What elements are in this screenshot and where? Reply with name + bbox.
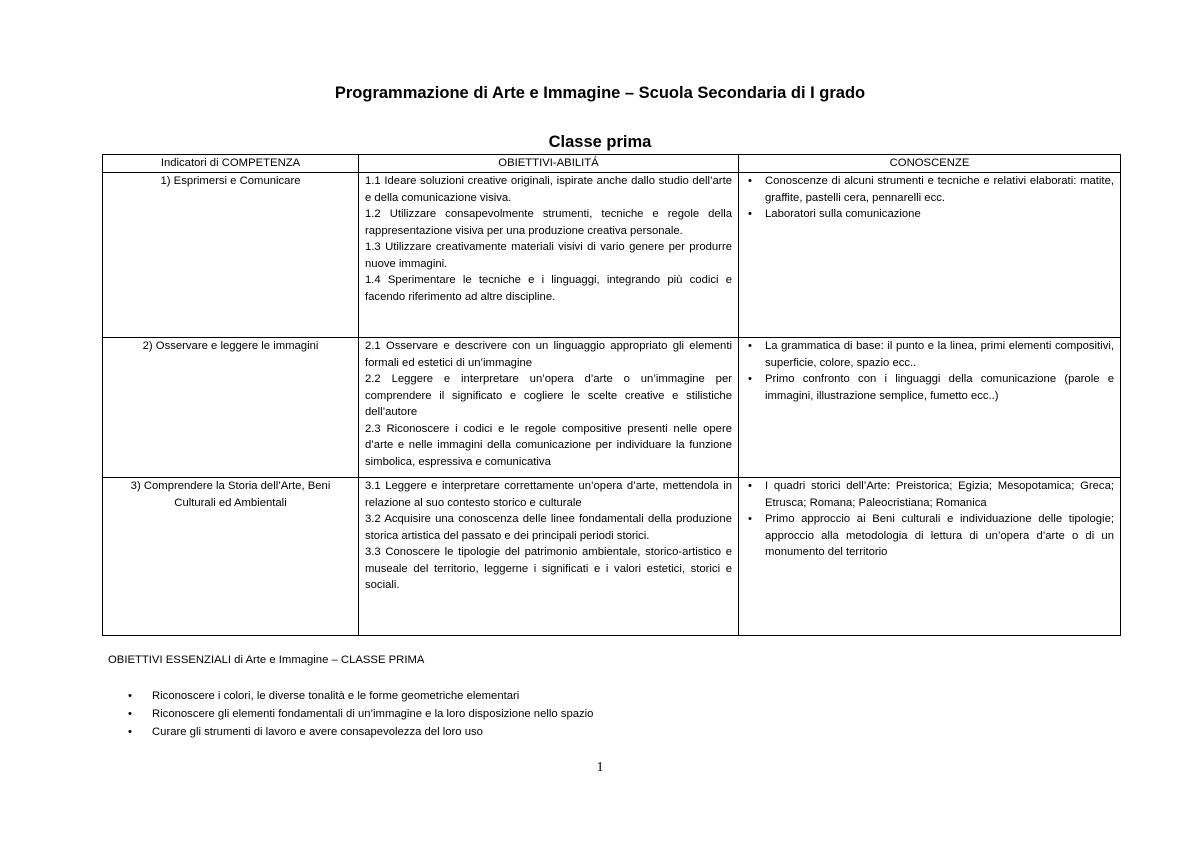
abilita-item: 2.2 Leggere e interpretare un’opera d’arte o un’immagine per comprendere il significato e cogliere le scelte creative e stilistiche dell’autore	[365, 373, 732, 418]
abilita-item: 1.2 Utilizzare consapevolmente strumenti, tecniche e regole della rappresentazione visiva per una produzione creativa personale.	[365, 208, 732, 237]
abilita-cell	[359, 338, 739, 478]
page-number: 1	[596, 760, 604, 775]
table-row	[103, 173, 1121, 338]
abilita-item: 1.1 Ideare soluzioni creative originali, ispirate anche dallo studio dell’arte e della comunicazione visiva.	[365, 175, 732, 204]
list-item	[108, 687, 593, 705]
competenza-cell: 2) Osservare e leggere le immagini	[103, 338, 359, 478]
competenza-cell: 3) Comprendere la Storia dell’Arte, Beni Culturali ed Ambientali	[103, 478, 359, 636]
abilita-item: 3.2 Acquisire una conoscenza delle linee fondamentali della produzione storica artistica del passato e dei principali periodi storici.	[365, 513, 732, 542]
bullet-icon: •	[128, 690, 132, 702]
class-heading: Classe prima	[548, 133, 652, 151]
abilita-item: 3.3 Conoscere le tipologie del patrimonio ambientale, storico-artistico e museale del territorio, leggerne i significati e i valori estetici, storici e sociali.	[365, 546, 732, 591]
conoscenze-item: • Primo confronto con i linguaggi della comunicazione (parole e immagini, illustrazione semplice, fumetto ecc..)	[765, 371, 1114, 404]
conoscenze-item: • Laboratori sulla comunicazione	[765, 206, 1114, 223]
header-abilita: OBIETTIVI-ABILITÁ	[359, 155, 739, 173]
table-header-row	[103, 155, 1121, 173]
abilita-item: 3.1 Leggere e interpretare correttamente un’opera d’arte, mettendola in relazione al suo contesto storico e culturale	[365, 480, 732, 509]
conoscenze-item: • La grammatica di base: il punto e la linea, primi elementi compositivi, superficie, colore, spazio ecc..	[765, 338, 1114, 371]
conoscenze-item: • Primo approccio ai Beni culturali e individuazione delle tipologie; approccio alla metodologia di lettura di un’opera d’arte o di un monumento del territorio	[765, 511, 1114, 561]
essential-objectives-title: OBIETTIVI ESSENZIALI di Arte e Immagine – CLASSE PRIMA	[108, 654, 425, 666]
table-row	[103, 478, 1121, 636]
bullet-icon: •	[128, 726, 132, 738]
bullet-icon: •	[128, 708, 132, 720]
abilita-item: 2.3 Riconoscere i codici e le regole compositive presenti nelle opere d’arte e nelle immagini della comunicazione per individuare la funzione simbolica, espressiva e comunicativa	[365, 422, 732, 468]
essential-item-text: Curare gli strumenti di lavoro e avere consapevolezza del loro uso	[152, 726, 483, 738]
conoscenze-item: • I quadri storici dell’Arte: Preistorica; Egizia; Mesopotamica; Greca; Etrusca; Romana; Paleocristiana; Romanica	[765, 478, 1114, 511]
abilita-cell	[359, 478, 739, 636]
programming-table	[102, 154, 1121, 636]
page-title: Programmazione di Arte e Immagine – Scuola Secondaria di I grado	[334, 84, 866, 102]
conoscenze-list	[745, 338, 1114, 404]
conoscenze-cell	[739, 478, 1121, 636]
list-item	[108, 705, 593, 723]
essential-item-text: Riconoscere gli elementi fondamentali di un’immagine e la loro disposizione nello spazio	[152, 708, 594, 720]
header-conoscenze: CONOSCENZE	[739, 155, 1121, 173]
abilita-item: 2.1 Osservare e descrivere con un linguaggio appropriato gli elementi formali ed estetici di un’immagine	[365, 340, 732, 369]
conoscenze-list	[745, 173, 1114, 223]
conoscenze-item: • Conoscenze di alcuni strumenti e tecniche e relativi elaborati: matite, graffite, pastelli cera, pennarelli ecc.	[765, 173, 1114, 206]
abilita-item: 1.3 Utilizzare creativamente materiali visivi di vario genere per produrre nuove immagini.	[365, 241, 732, 270]
list-item	[108, 723, 593, 741]
conoscenze-cell	[739, 173, 1121, 338]
essential-item-text: Riconoscere i colori, le diverse tonalità e le forme geometriche elementari	[152, 690, 520, 702]
table-row	[103, 338, 1121, 478]
abilita-item: 1.4 Sperimentare le tecniche e i linguaggi, integrando più codici e facendo riferimento ad altre discipline.	[365, 274, 732, 303]
competenza-cell: 1) Esprimersi e Comunicare	[103, 173, 359, 338]
header-competenza: Indicatori di COMPETENZA	[103, 155, 359, 173]
conoscenze-list	[745, 478, 1114, 561]
abilita-cell	[359, 173, 739, 338]
essential-objectives-list	[108, 687, 593, 741]
conoscenze-cell	[739, 338, 1121, 478]
